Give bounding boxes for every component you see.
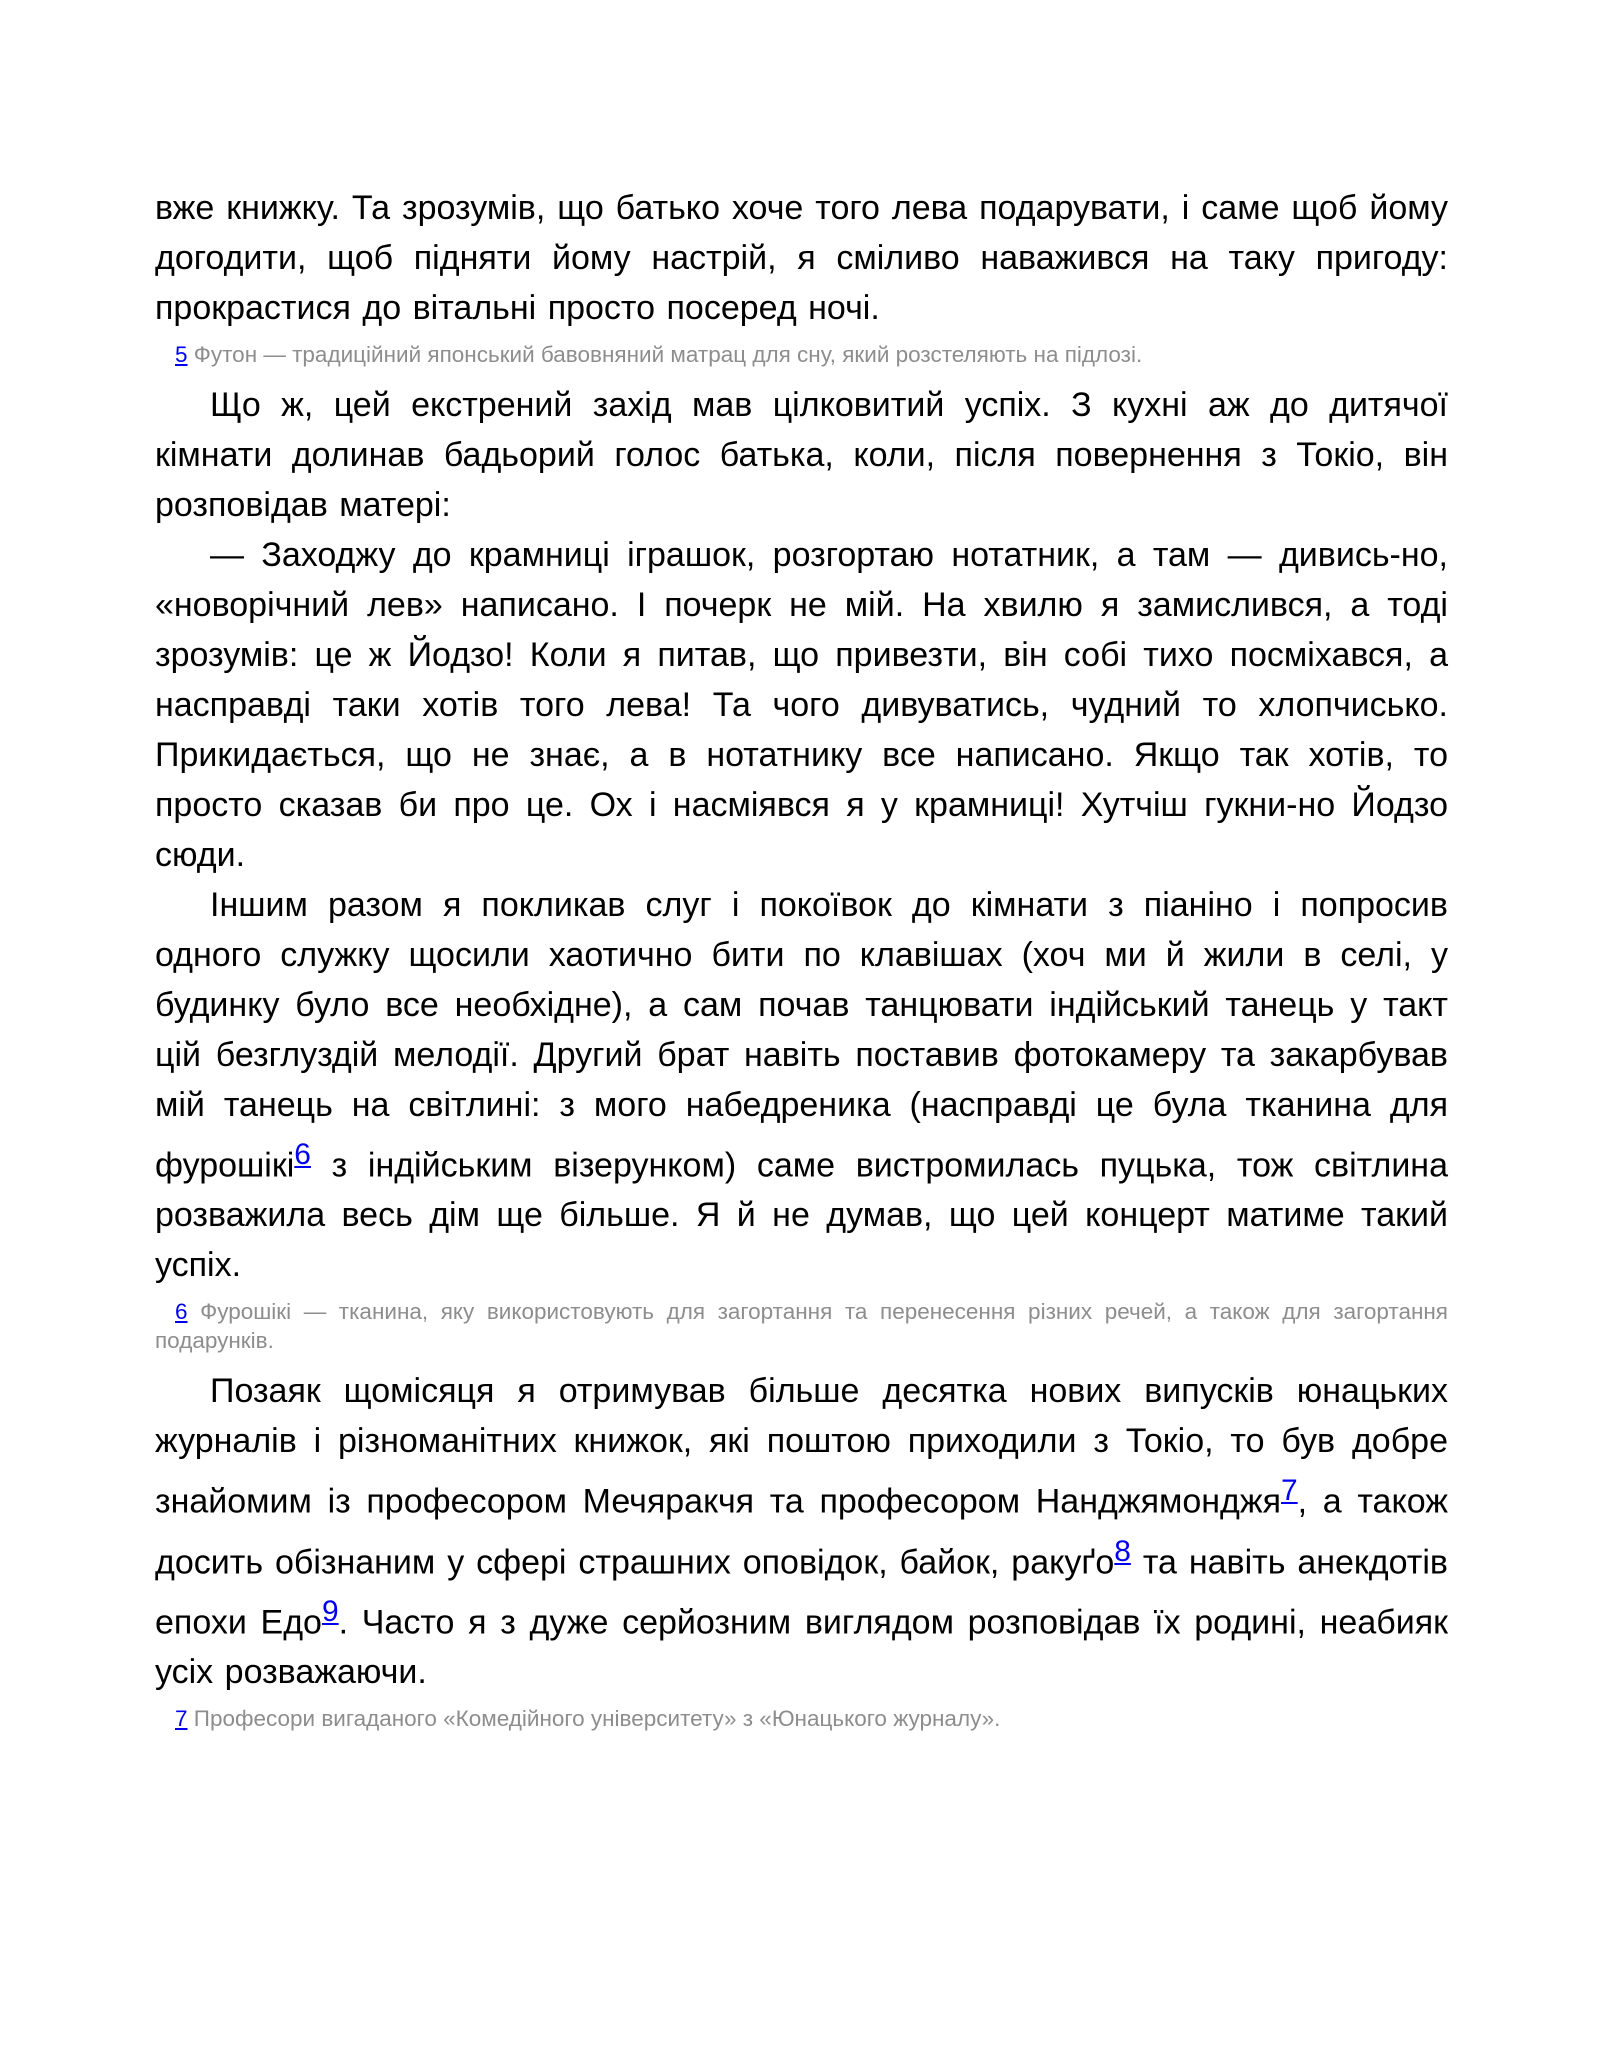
footnote-ref-7[interactable]: 7 (1281, 1474, 1298, 1508)
paragraph: Іншим разом я покликав слуг і покоївок до кімнати з піаніно і попросив одного служку щосили хаотично бити по клавішах (хоч ми й жили в селі, у будинку було все необхідне), а сам почав танцювати індійський танець у такт цій безглуздій мелодії. Другий брат навіть поставив фотокамеру та закарбував мій танець на світлині: з мого набедреника (насправді це була тканина для фурошікі$^6$ з індійським візерунком) саме вистромилась пуцька, тож світлина розважила весь дім ще більше. Я й не думав, що цей концерт матиме такий успіх. (155, 886, 1448, 1285)
footnote-6: 6 Фурошікі — тканина, яку використовують для загортання та перенесення різних речей, а також для загортання подарунків. (155, 1299, 1448, 1354)
footnote-ref-9[interactable]: 9 (321, 1594, 339, 1628)
footnote-ref-6[interactable]: 6 (294, 1138, 311, 1171)
footnote-marker-7[interactable]: 7 (175, 1706, 188, 1732)
footnote-marker-6[interactable]: 6 (175, 1299, 188, 1325)
footnote-ref-8[interactable]: 8 (1114, 1534, 1131, 1568)
paragraph: вже книжку. Та зрозумів, що батько хоче того лева подарувати, і саме щоб йому догодити, щоб підняти йому настрій, я сміливо наважився на таку пригоду: прокрастися до вітальні просто посеред ночі. (155, 189, 1448, 327)
footnote-5: 5 Футон — традиційний японський бавовняний матрац для сну, який розстеляють на підлозі. (175, 342, 1143, 367)
paragraph: Позаяк щомісяця я отримував більше десятка нових випусків юнацьких журналів і різноманітних книжок, які поштою приходили з Токіо, то був добре знайомим із професором Мечяракчя та професором Нанджямонджя$^7$, а також досить обізнаним у сфері страшних оповідок, байок, ракуґо$^8$ та навіть анекдотів епохи Едо$^9$. Часто я з дуже серйозним виглядом розповідав їх родині, неабияк усіх розважаючи. (155, 1372, 1448, 1692)
footnote-marker-5[interactable]: 5 (175, 342, 188, 367)
paragraph: Що ж, цей екстрений захід мав цілковитий успіх. З кухні аж до дитячої кімнати долинав бадьорий голос батька, коли, після повернення з Токіо, він розповідав матері: (155, 386, 1448, 524)
footnote-7: 7 Професори вигаданого «Комедійного університету» з «Юнацького журналу». (175, 1706, 1001, 1732)
paragraph: — Заходжу до крамниці іграшок, розгортаю нотатник, а там — дивись-но, «новорічний лев» написано. І почерк не мій. На хвилю я замислився, а тоді зрозумів: це ж Йодзо! Коли я питав, що привезти, він собі тихо посміхався, а насправді таки хотів того лева! Та чого дивуватись, чудний то хлопчисько. Прикидається, що не знає, а в нотатнику все написано. Якщо так хотів, то просто сказав би про це. Ох і насміявся я у крамниці! Хутчіш гукни-но Йодзо сюди. (155, 536, 1448, 874)
